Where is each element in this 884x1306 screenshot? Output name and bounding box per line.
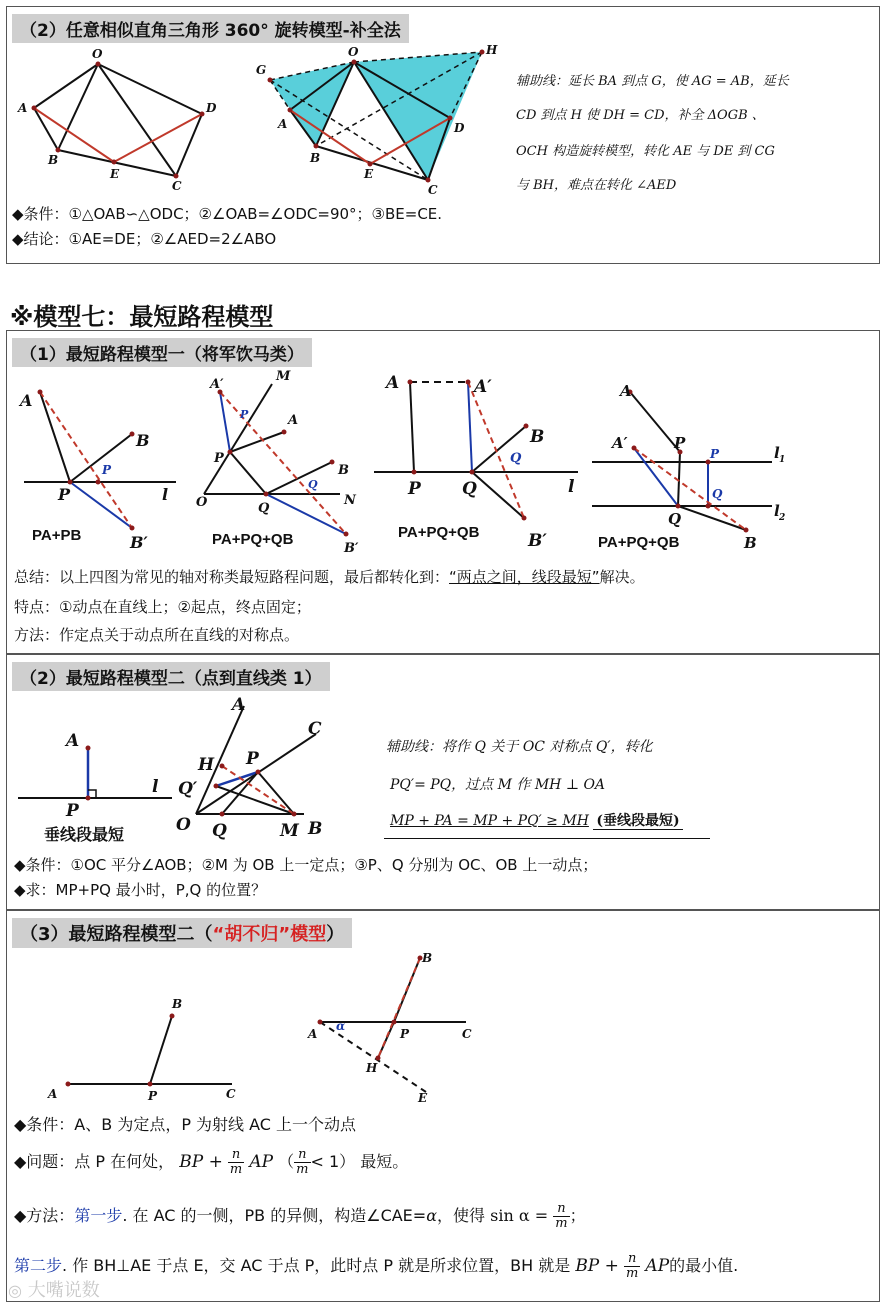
s4-method-mid2: ，使得 xyxy=(437,1206,486,1225)
angle-bisector-figure xyxy=(176,692,346,844)
svg-text:D: D xyxy=(454,121,465,135)
s4-question xyxy=(14,1140,408,1184)
rotation-figure-right xyxy=(250,40,500,200)
s4-question-paren-open: （ xyxy=(278,1152,295,1171)
svg-text:P: P xyxy=(400,1027,410,1041)
svg-text:E: E xyxy=(418,1091,428,1105)
svg-text:B′: B′ xyxy=(528,531,547,551)
svg-text:E: E xyxy=(364,167,374,181)
river-type-fig-4 xyxy=(590,370,790,555)
svg-text:A: A xyxy=(620,382,632,400)
svg-text:O: O xyxy=(176,815,191,835)
svg-text:P: P xyxy=(408,479,421,499)
svg-text:P: P xyxy=(246,749,259,769)
svg-text:H: H xyxy=(366,1061,378,1075)
svg-text:O: O xyxy=(196,495,208,510)
svg-text:P: P xyxy=(58,485,71,504)
svg-text:B: B xyxy=(48,153,59,167)
fig-2-caption: PA+PQ+QB xyxy=(212,531,294,548)
svg-text:Q: Q xyxy=(258,501,270,516)
step2-frac-num: n xyxy=(624,1252,640,1267)
svg-text:A: A xyxy=(48,1087,58,1101)
feature-text: 特点：①动点在直线上；②起点，终点固定； xyxy=(14,598,311,616)
s4-step1-label: 第一步 xyxy=(74,1206,123,1225)
s4-method-mid: . 在 AC 的一侧，PB 的异侧，构造∠CAE= xyxy=(122,1206,427,1225)
s4-step2-expr-b: AP xyxy=(645,1256,670,1276)
frac-den: m xyxy=(229,1162,243,1177)
s4-question-expr-b: AP xyxy=(249,1152,274,1172)
svg-text:D: D xyxy=(206,101,217,115)
rotation-figure-left xyxy=(14,40,234,200)
svg-text:M: M xyxy=(280,821,299,841)
s4-step2-expr-a: BP + xyxy=(575,1256,619,1276)
svg-text:B: B xyxy=(744,534,757,552)
svg-text:A′: A′ xyxy=(612,434,628,452)
svg-text:l: l xyxy=(152,777,159,797)
frac-num: n xyxy=(228,1148,244,1163)
s3-condition: ◆条件：①OC 平分∠AOB；②M 为 OB 上一定点；③P、Q 分别为 OC、OB 上一动点； xyxy=(14,856,598,874)
svg-text:O: O xyxy=(348,45,359,59)
section-2-tag: （1）最短路程模型一（将军饮马类） xyxy=(12,338,312,367)
s4-step2-text: . 作 BH⊥AE 于点 E，交 AC 于点 P，此时点 P 就是所求位置，BH 就是 xyxy=(62,1256,571,1275)
svg-text:A: A xyxy=(386,373,400,393)
s4-question-paren-close: < 1） xyxy=(310,1152,356,1171)
s3-aux-1: 辅助线：将作 Q 关于 OC 对称点 Q′，转化 xyxy=(386,739,653,755)
section-4-tag-post: ） xyxy=(326,924,345,945)
s3-aux-3-note: (垂线段最短) xyxy=(593,813,682,830)
sin-frac-num: n xyxy=(553,1202,569,1217)
s3-aux-2: PQ′= PQ，过点 M 作 MH ⊥ OA xyxy=(390,777,606,793)
svg-text:H: H xyxy=(486,43,498,57)
condition-text: ◆条件：①△OAB∽△ODC；②∠OAB=∠ODC=90°；③BE=CE. xyxy=(12,205,443,223)
svg-text:A: A xyxy=(66,731,80,751)
svg-text:Q: Q xyxy=(308,478,318,491)
sin-frac-den: m xyxy=(555,1216,568,1231)
aux-line-4: 与 BH，难点在转化 ∠AED xyxy=(516,178,677,193)
svg-text:Q: Q xyxy=(510,451,522,466)
fig-3-caption: PA+PQ+QB xyxy=(398,524,480,541)
svg-text:C: C xyxy=(308,719,322,739)
svg-text:C: C xyxy=(226,1087,236,1101)
svg-text:H: H xyxy=(198,755,215,775)
frac-num-2: n xyxy=(294,1148,310,1163)
svg-text:A: A xyxy=(20,391,33,410)
svg-text:2: 2 xyxy=(779,513,786,523)
svg-text:A: A xyxy=(288,413,299,428)
perpendicular-caption: 垂线段最短 xyxy=(44,827,125,844)
svg-text:Q: Q xyxy=(712,487,723,501)
svg-text:B: B xyxy=(530,427,545,447)
s4-alpha: α xyxy=(426,1206,438,1225)
section-4-tag-pre: （3）最短路程模型二（ xyxy=(20,924,213,945)
summary-text xyxy=(14,566,645,587)
s4-question-frac-2 xyxy=(294,1148,310,1177)
svg-text:P: P xyxy=(674,434,686,452)
s4-method-prefix: ◆方法： xyxy=(14,1206,75,1225)
perpendicular-figure xyxy=(16,720,176,820)
svg-text:P: P xyxy=(710,447,720,461)
summary-suffix: 解决。 xyxy=(599,568,645,586)
svg-text:1: 1 xyxy=(779,455,786,465)
summary-prefix: 总结：以上四图为常见的轴对称类最短路程问题，最后都转化到： xyxy=(14,568,450,586)
section-4-tag-red: “胡不归”模型 xyxy=(212,924,327,945)
s4-question-post: 最短。 xyxy=(360,1152,409,1171)
svg-text:Q′: Q′ xyxy=(178,779,198,799)
s4-step2-end: 的最小值. xyxy=(669,1256,739,1275)
svg-text:B′: B′ xyxy=(344,541,359,556)
svg-text:l: l xyxy=(568,477,575,497)
s4-step2-frac xyxy=(624,1252,640,1281)
s4-condition: ◆条件：A、B 为定点，P 为射线 AC 上一个动点 xyxy=(14,1115,357,1134)
s4-question-pre: ◆问题：点 P 在何处， xyxy=(14,1152,175,1171)
watermark-icon: ◎ xyxy=(8,1281,22,1300)
section-3-tag: （2）最短路程模型二（点到直线类 1） xyxy=(12,662,330,691)
svg-text:A′: A′ xyxy=(474,377,492,397)
svg-text:O: O xyxy=(92,47,103,61)
aux-line-1: 辅助线：延长 BA 到点 G，使 AG = AB，延长 xyxy=(516,74,789,89)
svg-text:P: P xyxy=(214,451,224,466)
svg-text:B: B xyxy=(172,997,183,1011)
svg-text:E: E xyxy=(110,167,120,181)
svg-text:B: B xyxy=(136,431,150,450)
section-1-tag: （2）任意相似直角三角形 360° 旋转模型-补全法 xyxy=(12,14,409,43)
hu-bu-gui-figure-right xyxy=(300,944,490,1106)
hu-bu-gui-figure-left xyxy=(40,990,250,1102)
s4-method-step2 xyxy=(14,1246,738,1286)
svg-text:P: P xyxy=(240,408,249,421)
svg-text:A′: A′ xyxy=(210,377,224,392)
s4-sin-expr: sin α = xyxy=(490,1206,549,1225)
s4-sin-frac xyxy=(553,1202,569,1231)
model-7-title: ※模型七：最短路程模型 xyxy=(10,303,274,331)
s3-aux-underline xyxy=(384,838,710,839)
svg-text:P: P xyxy=(66,801,79,820)
step2-frac-den: m xyxy=(626,1266,639,1281)
svg-text:A: A xyxy=(278,117,288,131)
fig-1-caption: PA+PB xyxy=(32,527,82,544)
s4-question-frac xyxy=(228,1148,244,1177)
svg-text:A: A xyxy=(232,695,246,715)
svg-text:A: A xyxy=(18,101,28,115)
svg-text:P: P xyxy=(102,463,112,477)
svg-text:P: P xyxy=(148,1089,158,1102)
s4-method-end: ； xyxy=(569,1206,586,1225)
frac-den-2: m xyxy=(296,1162,309,1177)
aux-line-2: CD 到点 H 使 DH = CD，补全 ΔOGB 、 xyxy=(516,108,765,123)
svg-text:N: N xyxy=(344,493,356,508)
svg-text:B: B xyxy=(338,463,349,478)
svg-text:C: C xyxy=(172,179,182,193)
svg-text:G: G xyxy=(256,63,267,77)
s3-aux-3-expr: MP + PA = MP + PQ′ ≥ MH xyxy=(390,813,589,829)
s4-question-expr-a: BP + xyxy=(179,1152,223,1172)
s3-ask: ◆求：MP+PQ 最小时，P,Q 的位置？ xyxy=(14,881,267,899)
svg-text:A: A xyxy=(308,1027,318,1041)
svg-text:M: M xyxy=(276,369,291,384)
svg-text:B′: B′ xyxy=(130,533,148,552)
summary-quote: “两点之间，线段最短” xyxy=(449,568,600,586)
svg-text:l: l xyxy=(774,444,780,462)
svg-text:B: B xyxy=(308,819,323,839)
svg-text:l: l xyxy=(774,502,780,520)
aux-line-3: OCH 构造旋转模型，转化 AE 与 DE 到 CG xyxy=(516,144,775,159)
svg-text:l: l xyxy=(162,485,169,504)
svg-text:Q: Q xyxy=(462,479,477,499)
conclusion-text: ◆结论：①AE=DE；②∠AED=2∠ABO xyxy=(12,230,277,248)
svg-text:C: C xyxy=(428,183,438,197)
s4-method-step1 xyxy=(14,1196,586,1236)
svg-text:B: B xyxy=(422,951,433,965)
general-drinking-horse-fig-2 xyxy=(196,366,371,556)
svg-text:Q: Q xyxy=(212,821,227,841)
s3-aux-3 xyxy=(390,810,683,830)
svg-text:α: α xyxy=(336,1019,346,1033)
watermark-text: 大嘴说数 xyxy=(27,1280,100,1301)
fig-4-caption: PA+PQ+QB xyxy=(598,534,680,551)
method-text: 方法：作定点关于动点所在直线的对称点。 xyxy=(14,626,300,644)
s4-step2-label: 第二步 xyxy=(14,1256,63,1275)
svg-text:Q: Q xyxy=(668,510,682,528)
svg-text:C: C xyxy=(462,1027,472,1041)
svg-text:B: B xyxy=(310,151,321,165)
watermark xyxy=(8,1276,100,1302)
